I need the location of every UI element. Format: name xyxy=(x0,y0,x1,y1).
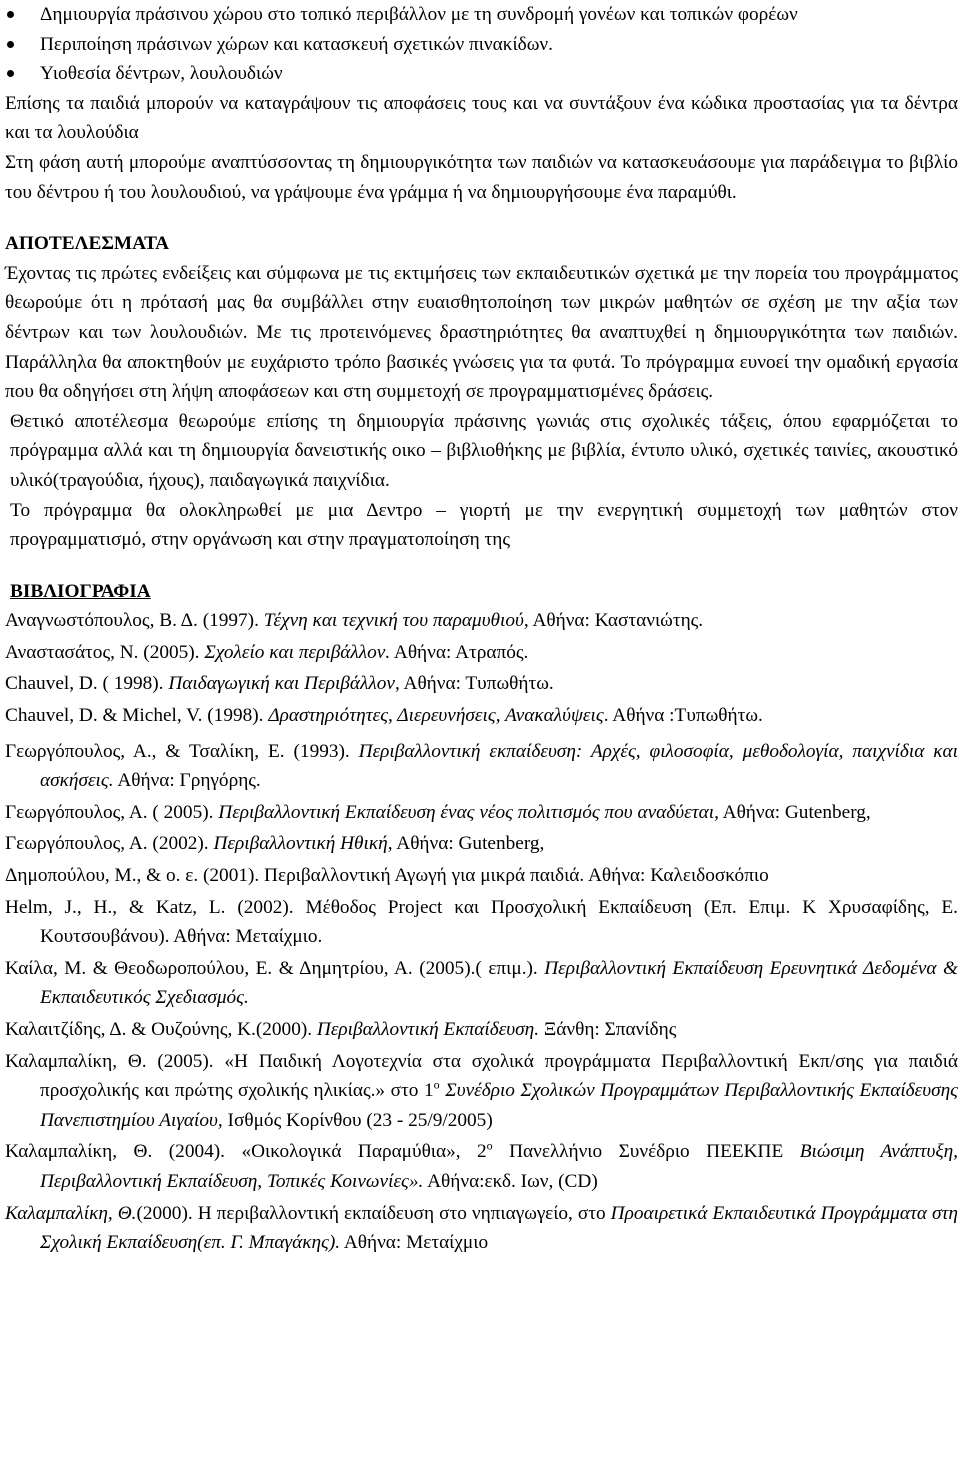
reference-entry: Chauvel, D. ( 1998). Παιδαγωγική και Περιβάλλον, Αθήνα: Τυπωθήτω. xyxy=(5,673,554,695)
intro-paragraph: Στη φάση αυτή μπορούμε αναπτύσσοντας τη δημιουργικότητα των παιδιών να κατασκευάσουμε για παράδειγμα το βιβλίο του δέντρου ή του λουλουδιού, να γράψουμε ένα γράμμα ή να δημιουργήσουμε ένα παραμύθι. xyxy=(5,151,958,203)
bibliography-heading: ΒΙΒΛΙΟΓΡΑΦΙΑ xyxy=(10,580,151,602)
reference-entry: Καλαμπαλίκη, Θ.(2000). Η περιβαλλοντική εκπαίδευση στο νηπιαγωγείο, στο Προαιρετικά Εκπαιδευτικά Προγράμματα στη Σχολική Εκπαίδευση(επ. Γ. Μπαγάκης). Αθήνα: Μεταίχμιο xyxy=(5,1202,958,1254)
results-paragraph: Έχοντας τις πρώτες ενδείξεις και σύμφωνα με τις εκτιμήσεις των εκπαιδευτικών σχετικά με την πορεία του προγράμματος θεωρούμε ότι η πρότασή μας θα συμβάλλει στην ευαισθητοποίηση των μικρών μαθητών σε σχέση με την αξία των δέντρων και των λουλουδιών. Με τις προτεινόμενες δραστηριότητες θα αναπτυχθεί η δημιουργικότητα των παιδιών. Παράλληλα θα αποκτηθούν με ευχάριστο τρόπο βασικές γνώσεις για τα φυτά. Το πρόγραμμα ευνοεί την ομαδική εργασία που θα οδηγήσει στη λήψη αποφάσεων και στη συμμετοχή σε προγραμματισμένες δράσεις. xyxy=(5,262,958,403)
reference-entry: Καλαιτζίδης, Δ. & Ουζούνης, Κ.(2000). Περιβαλλοντική Εκπαίδευση. Ξάνθη: Σπανίδης xyxy=(5,1019,677,1040)
results-paragraph: Το πρόγραμμα θα ολοκληρωθεί με μια Δεντρο – γιορτή με την ενεργητική συμμετοχή των μαθητών στον προγραμματισμό, στην οργάνωση και στην πραγματοποίηση της xyxy=(10,499,958,551)
reference-entry: Αναγνωστόπουλος, Β. Δ. (1997). Τέχνη και τεχνική του παραμυθιού, Αθήνα: Καστανιώτης. xyxy=(5,610,704,632)
reference-entry: Καλαμπαλίκη, Θ. (2005). «Η Παιδική Λογοτεχνία στα σχολικά προγράμματα Περιβαλλοντική Εκπ/σης για παιδιά προσχολικής και πρώτης σχολικής ηλικίας.» στο $1^o$ Συνέδριο Σχολικών Προγραμμάτων Περιβαλλοντικής Εκπαίδευσης Πανεπιστημίου Αιγαίου, Ισθμός Κορίνθου (23 - 25/9/2005) xyxy=(5,1050,958,1131)
activity-list xyxy=(5,0,958,89)
reference-entry: Γεωργόπουλος, Α. (2002). Περιβαλλοντική Ηθική, Αθήνα: Gutenberg, xyxy=(5,833,545,855)
reference-entry: Chauvel, D. & Michel, V. (1998). Δραστηριότητες, Διερευνήσεις, Ανακαλύψεις. Αθήνα :Τυπωθήτω. xyxy=(5,705,763,727)
reference-entry: Helm, J., H., & Katz, L. (2002). Μέθοδος Project και Προσχολική Εκπαίδευση (Επ. Επιμ. Κ Χρυσαφίδης, Ε. Κουτσουβάνου). Αθήνα: Μεταίχμιο. xyxy=(5,896,958,948)
intro-paragraph: Επίσης τα παιδιά μπορούν να καταγράψουν τις αποφάσεις τους και να συντάξουν ένα κώδικα προστασίας για τα δέντρα και τα λουλούδια xyxy=(5,92,958,144)
bullet-icon xyxy=(7,41,14,48)
list-item: Περιποίηση πράσινων χώρων και κατασκευή σχετικών πινακίδων. xyxy=(5,30,958,60)
list-item: Υιοθεσία δέντρων, λουλουδιών xyxy=(5,59,958,89)
reference-entry: Καλαμπαλίκη, Θ. (2004). «Οικολογικά Παραμύθια», $2^o$ Πανελλήνιο Συνέδριο ΠΕΕΚΠΕ Βιώσιμη Ανάπτυξη, Περιβαλλοντική Εκπαίδευση, Τοπικές Κοινωνίες». Αθήνα:εκδ. Ιων, (CD) xyxy=(5,1138,958,1192)
list-item: Δημιουργία πράσινου χώρου στο τοπικό περιβάλλον με τη συνδρομή γονέων και τοπικών φορέων xyxy=(5,0,958,30)
bibliography-list xyxy=(5,606,958,1257)
reference-entry: Δημοπούλου, Μ., & ο. ε. (2001). Περιβαλλοντική Αγωγή για μικρά παιδιά. Αθήνα: Καλειδοσκόπιο xyxy=(5,865,769,887)
results-paragraph: Θετικό αποτέλεσμα θεωρούμε επίσης τη δημιουργία πράσινης γωνιάς στις σχολικές τάξεις, όπου εφαρμόζεται το πρόγραμμα αλλά και τη δημιουργία δανειστικής οικο – βιβλιοθήκης με βιβλία, έντυπο υλικό, σχετικές ταινίες, ακουστικό υλικό(τραγούδια, ήχους), παιδαγωγικά παιχνίδια. xyxy=(10,410,958,491)
reference-entry: Γεωργόπουλος, Α. ( 2005). Περιβαλλοντική Εκπαίδευση ένας νέος πολιτισμός που αναδύεται, Αθήνα: Gutenberg, xyxy=(5,801,871,823)
bullet-icon xyxy=(7,11,14,18)
reference-entry: Καίλα, Μ. & Θεοδωροπούλου, Ε. & Δημητρίου, Α. (2005).( επιμ.). Περιβαλλοντική Εκπαίδευση Ερευνητικά Δεδομένα & Εκπαιδευτικός Σχεδιασμός. xyxy=(5,957,958,1009)
reference-entry: Γεωργόπουλος, Α., & Τσαλίκη, Ε. (1993). Περιβαλλοντική εκπαίδευση: Αρχές, φιλοσοφία, μεθοδολογία, παιχνίδια και ασκήσεις. Αθήνα: Γρηγόρης. xyxy=(5,740,958,792)
reference-entry: Αναστασάτος, Ν. (2005). Σχολείο και περιβάλλον. Αθήνα: Ατραπός. xyxy=(5,641,529,663)
bullet-icon xyxy=(7,70,14,77)
results-heading: ΑΠΟΤΕΛΕΣΜΑΤΑ xyxy=(5,233,170,255)
